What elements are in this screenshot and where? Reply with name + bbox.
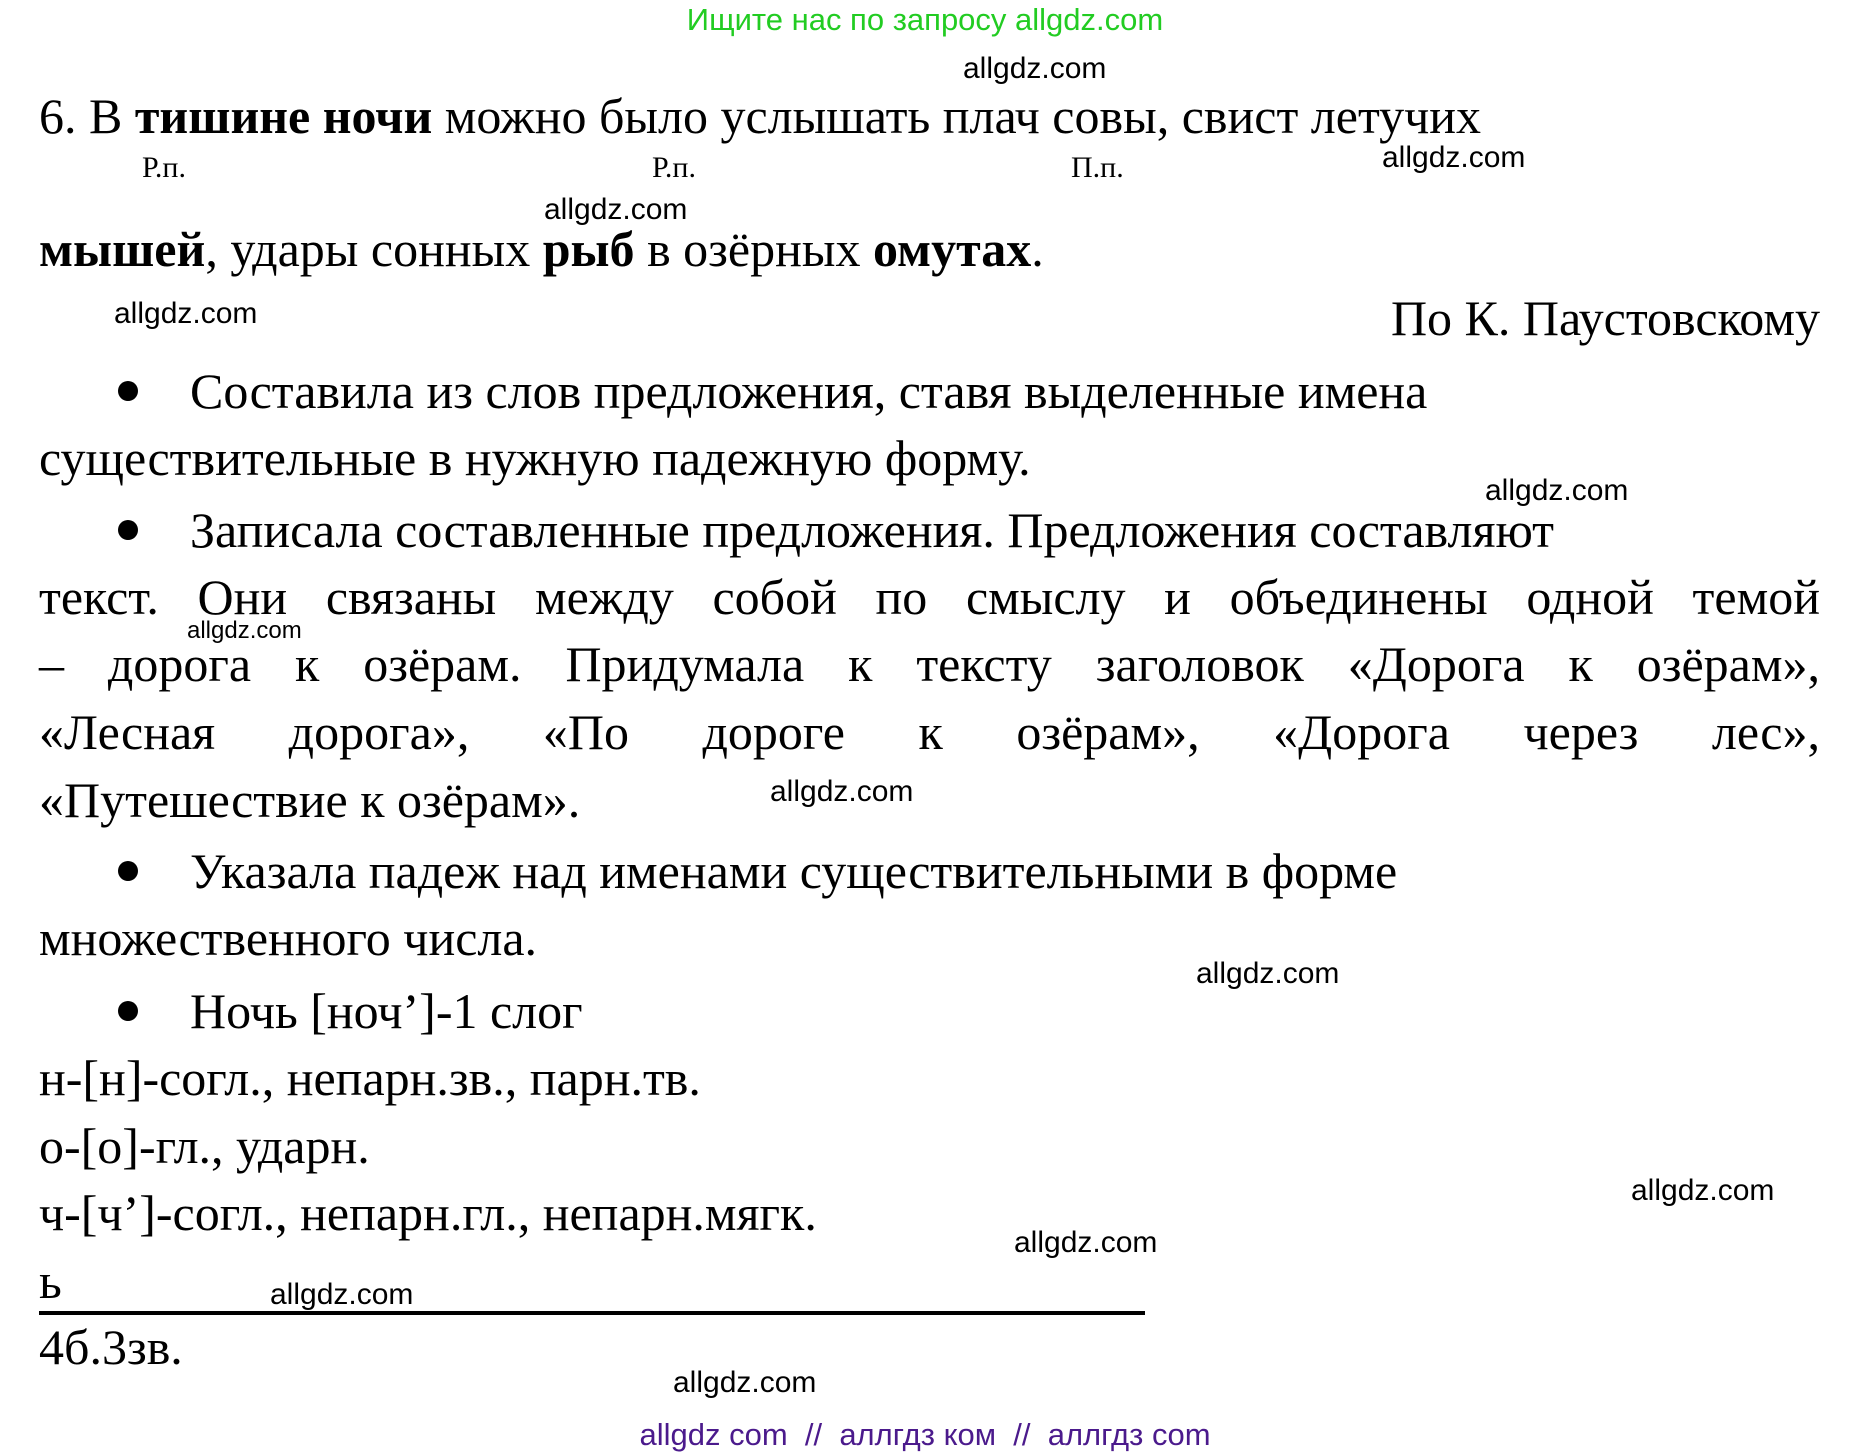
case-label: П.п. <box>1071 151 1124 184</box>
bullet-icon <box>118 381 138 401</box>
bold-word: рыб <box>542 221 635 277</box>
watermark: allgdz.com <box>270 1278 414 1311</box>
watermark: allgdz.com <box>1631 1174 1775 1207</box>
watermark: allgdz.com <box>1485 474 1629 507</box>
watermark: allgdz.com <box>544 193 688 226</box>
bullet-4-line: Ночь [ноч’]-1 слог <box>190 983 583 1039</box>
phonetic-line: о-[о]-гл., ударн. <box>39 1118 370 1174</box>
bold-phrase: тишине ночи <box>134 88 433 144</box>
bullet-1-line: существительные в нужную падежную форму. <box>39 430 1031 486</box>
bullet-2-line: – дорога к озёрам. Придумала к тексту заголовок «Дорога к озёрам», <box>39 636 1820 692</box>
text: можно было услышать плач совы, свист летучих <box>432 88 1482 144</box>
watermark: allgdz.com <box>1014 1226 1158 1259</box>
watermark: allgdz.com <box>963 52 1107 85</box>
phonetic-line: ч-[ч’]-согл., непарн.гл., непарн.мягк. <box>39 1185 817 1241</box>
text: , удары сонных <box>205 221 543 277</box>
bullet-3-line: Указала падеж над именами существительными в форме <box>190 843 1398 899</box>
case-label: Р.п. <box>652 151 696 184</box>
case-label: Р.п. <box>142 151 186 184</box>
author: По К. Паустовскому <box>1390 290 1820 346</box>
promo-header[interactable]: Ищите нас по запросу allgdz.com <box>686 2 1164 37</box>
bullet-1-line: Составила из слов предложения, ставя выделенные имена <box>190 363 1428 419</box>
bullet-2-line: «Лесная дорога», «По дороге к озёрам», «Дорога через лес», <box>39 704 1820 760</box>
watermark: allgdz.com <box>770 775 914 808</box>
bullet-icon <box>118 520 138 540</box>
phonetic-summary: 4б.3зв. <box>39 1319 183 1375</box>
text: в озёрных <box>634 221 873 277</box>
bullet-2-line: «Путешествие к озёрам». <box>39 772 581 828</box>
exercise-line-1 <box>39 86 1481 146</box>
bullet-icon <box>118 1001 138 1021</box>
text: . <box>1031 221 1044 277</box>
bullet-icon <box>118 861 138 881</box>
watermark: allgdz.com <box>1196 957 1340 990</box>
exercise-number: 6. В <box>39 88 135 144</box>
watermark: allgdz.com <box>673 1366 817 1399</box>
bold-word: омутах <box>872 221 1032 277</box>
watermark: allgdz.com <box>187 617 302 644</box>
exercise-line-2 <box>39 219 1044 279</box>
watermark: allgdz.com <box>1382 141 1526 174</box>
bold-word: мышей <box>39 221 206 277</box>
divider-line <box>39 1311 1145 1315</box>
phonetic-line: ь <box>39 1253 62 1309</box>
bullet-2-line: текст. Они связаны между собой по смыслу и объединены одной темой <box>39 569 1820 625</box>
phonetic-line: н-[н]-согл., непарн.зв., парн.тв. <box>39 1050 701 1106</box>
watermark: allgdz.com <box>114 297 258 330</box>
footer-links[interactable]: allgdz com // аллгдз ком // аллгдз com <box>639 1417 1211 1452</box>
bullet-2-line: Записала составленные предложения. Предложения составляют <box>190 502 1554 558</box>
bullet-3-line: множественного числа. <box>39 910 538 966</box>
